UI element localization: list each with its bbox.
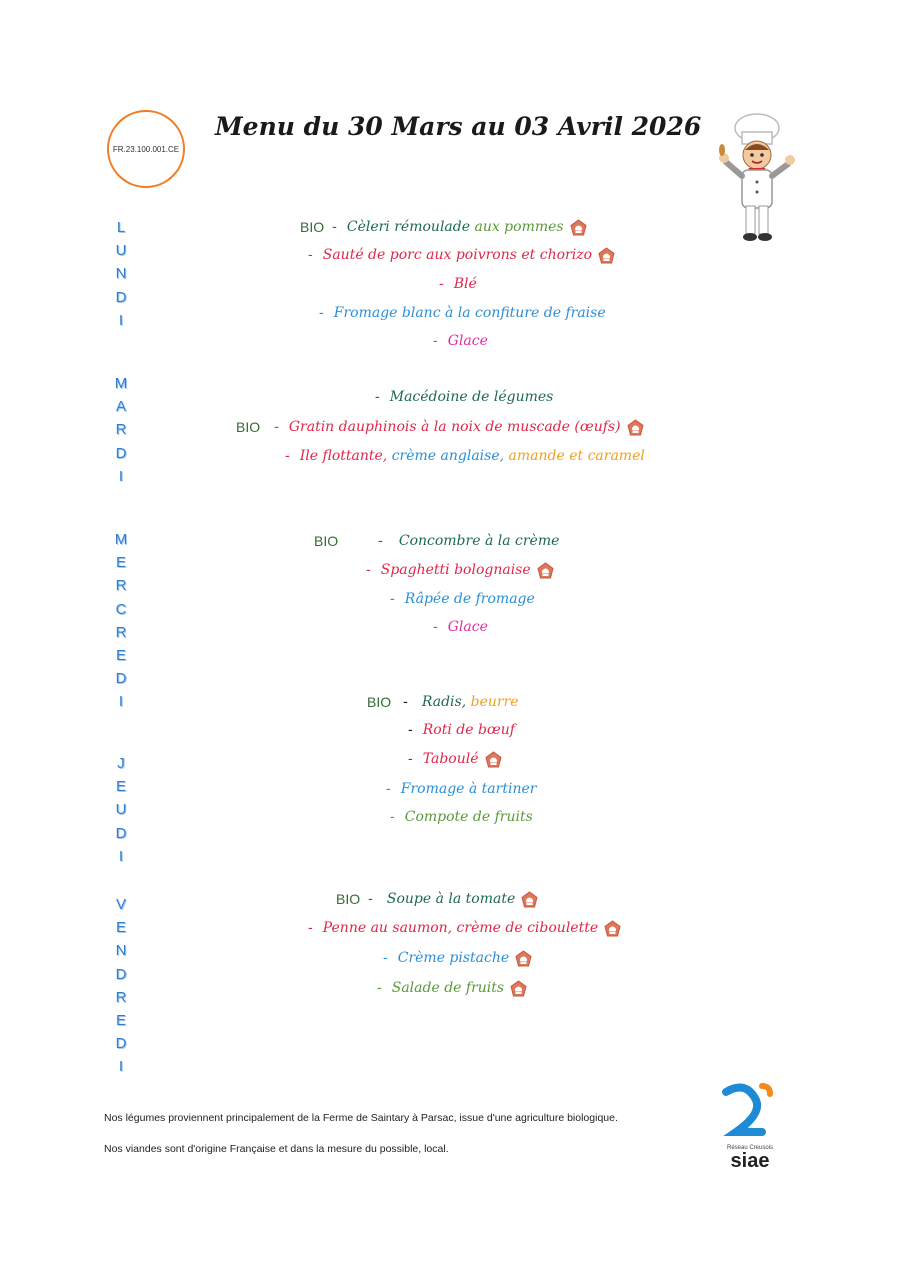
jeudi-laitage: - Fromage à tartiner	[386, 778, 536, 800]
certification-code: FR.23.100.001.CE	[112, 144, 180, 154]
vendredi-entree: BIO - Soupe à la tomate	[336, 888, 538, 910]
certification-badge	[107, 110, 185, 188]
dish-extra: beurre	[470, 694, 519, 710]
day-vendredi: V E N D R E D I	[115, 896, 127, 1076]
dish-name: Sauté de porc aux poivrons et chorizo	[322, 247, 593, 263]
dish-name: Taboulé	[422, 751, 479, 767]
lundi-plat: - Sauté de porc aux poivrons et chorizo	[308, 244, 615, 266]
dish-extra: crème anglaise,	[391, 448, 505, 464]
vendredi-plat: - Penne au saumon, crème de ciboulette	[308, 917, 621, 939]
homemade-hat-icon	[515, 950, 532, 967]
dish-extra: amande et caramel	[508, 448, 645, 464]
footer-note-vegetables: Nos légumes proviennent principalement de la Ferme de Saintary à Parsac, issue d'une agriculture biologique.	[104, 1112, 618, 1124]
homemade-hat-icon	[627, 419, 644, 436]
dish-name: Macédoine de légumes	[389, 389, 554, 405]
mercredi-dessert: - Glace	[433, 616, 488, 638]
dish-name: Râpée de fromage	[404, 591, 535, 607]
day-lundi: L U N D I	[115, 219, 127, 329]
day-jeudi: J E U D I	[115, 755, 127, 865]
dish-name: Fromage à tartiner	[400, 781, 537, 797]
day-mercredi: M E R C R E D I	[114, 531, 128, 711]
mardi-dessert: - Ile flottante, crème anglaise, amande et caramel	[285, 445, 645, 467]
jeudi-accompagnement: - Taboulé	[408, 748, 502, 770]
bio-label: BIO	[367, 694, 392, 710]
homemade-hat-icon	[510, 980, 527, 997]
lundi-dessert: - Glace	[433, 330, 488, 352]
chef-illustration	[712, 110, 802, 245]
dish-name: Blé	[453, 276, 477, 292]
siae-logo-mark	[718, 1082, 782, 1142]
vendredi-dessert-2: - Salade de fruits	[377, 977, 527, 999]
dish-name: Cèleri rémoulade	[346, 219, 471, 235]
siae-logo	[718, 1082, 782, 1174]
bio-label: BIO	[314, 533, 339, 549]
dish-name: Ile flottante,	[299, 448, 388, 464]
lundi-entree: BIO - Cèleri rémoulade aux pommes	[300, 216, 587, 238]
jeudi-entree: BIO - Radis, beurre	[367, 691, 519, 713]
homemade-hat-icon	[570, 219, 587, 236]
homemade-hat-icon	[485, 751, 502, 768]
bio-label: BIO	[336, 891, 361, 907]
vendredi-dessert-1: - Crème pistache	[383, 947, 532, 969]
dish-name: Concombre à la crème	[398, 533, 560, 549]
mardi-entree: - Macédoine de légumes	[375, 386, 553, 408]
bio-label: BIO	[236, 419, 261, 435]
dish-name: Penne au saumon, crème de ciboulette	[322, 920, 599, 936]
homemade-hat-icon	[537, 562, 554, 579]
day-mardi: M A R D I	[114, 375, 128, 485]
logo-name: siae	[730, 1150, 770, 1172]
dish-extra: aux pommes	[474, 219, 564, 235]
mercredi-entree: BIO - Concombre à la crème	[314, 530, 559, 552]
homemade-hat-icon	[604, 920, 621, 937]
homemade-hat-icon	[521, 891, 538, 908]
dish-name: Crème pistache	[397, 950, 510, 966]
dish-name: Radis,	[421, 694, 467, 710]
homemade-hat-icon	[598, 247, 615, 264]
footer-note-meat: Nos viandes sont d'origine Française et dans la mesure du possible, local.	[104, 1143, 449, 1155]
dish-name: Compote de fruits	[404, 809, 533, 825]
lundi-laitage: - Fromage blanc à la confiture de fraise	[319, 302, 606, 324]
mercredi-plat: - Spaghetti bolognaise	[366, 559, 554, 581]
jeudi-plat: - Roti de bœuf	[408, 719, 515, 741]
dish-name: Glace	[447, 333, 488, 349]
page-title: Menu du 30 Mars au 03 Avril 2026	[215, 112, 702, 141]
dish-name: Spaghetti bolognaise	[380, 562, 531, 578]
dish-name: Fromage blanc à la confiture de fraise	[333, 305, 606, 321]
mercredi-laitage: - Râpée de fromage	[390, 588, 535, 610]
dish-name: Glace	[447, 619, 488, 635]
dish-name: Soupe à la tomate	[386, 891, 516, 907]
mardi-plat: BIO - Gratin dauphinois à la noix de muscade (œufs)	[236, 416, 644, 438]
bio-label: BIO	[300, 219, 325, 235]
dish-name: Roti de bœuf	[422, 722, 515, 738]
dish-name: Gratin dauphinois à la noix de muscade (œufs)	[288, 419, 621, 435]
logo-network-text: Réseau Creusois	[726, 1145, 774, 1151]
jeudi-dessert: - Compote de fruits	[390, 806, 533, 828]
lundi-accompagnement: - Blé	[439, 273, 477, 295]
dish-name: Salade de fruits	[391, 980, 505, 996]
